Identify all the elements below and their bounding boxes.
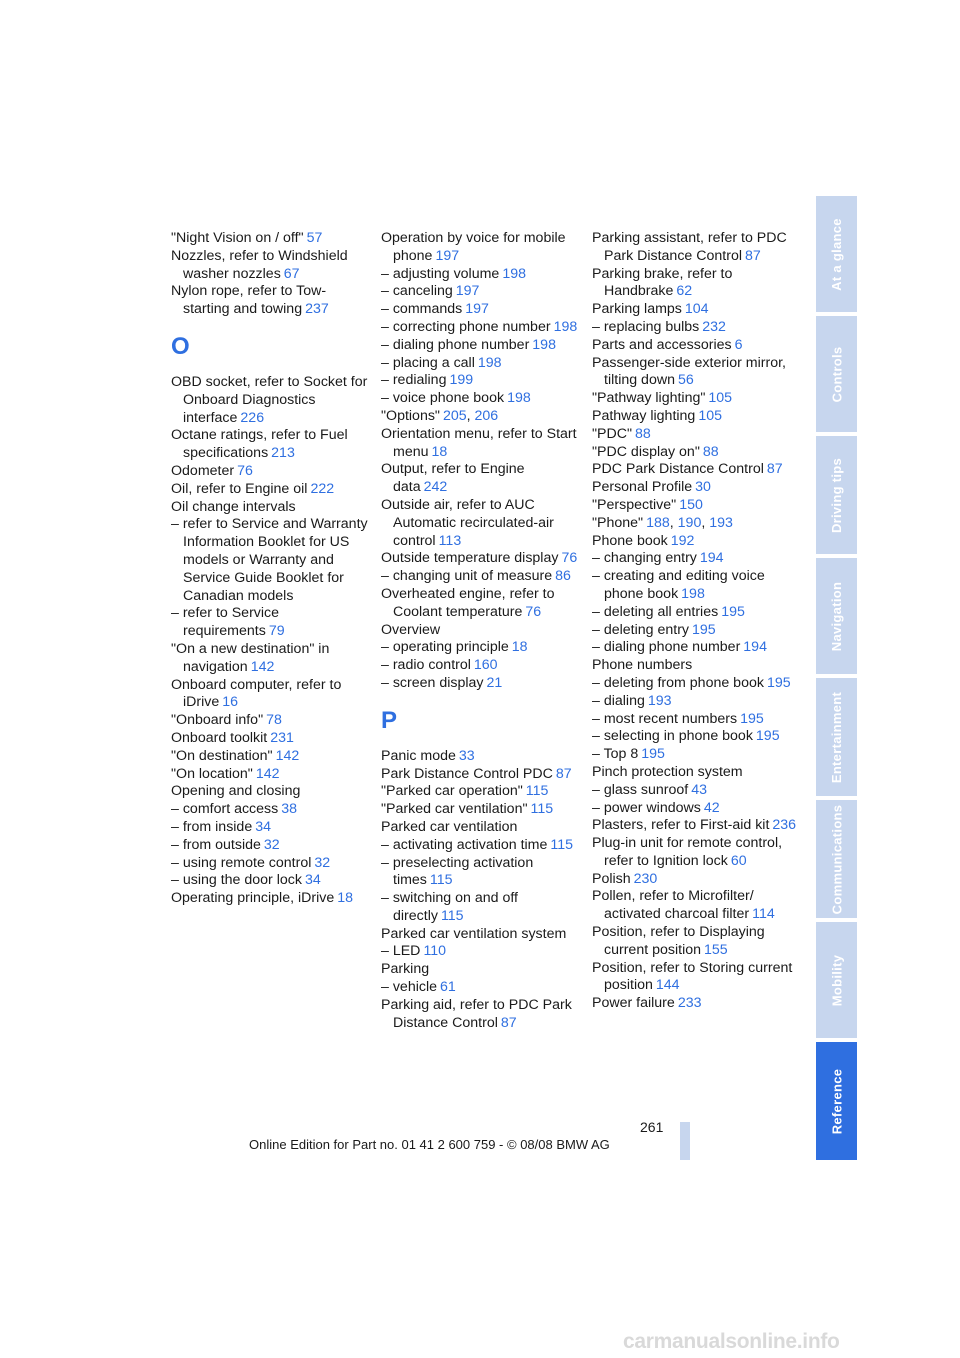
index-entry xyxy=(381,461,581,497)
index-entry-text: Onboard computer, refer to iDrive xyxy=(171,676,342,711)
index-entry-text: "On a new destination" in navigation xyxy=(171,640,330,675)
index-entry-text: "On destination" xyxy=(171,747,273,764)
index-entry xyxy=(381,586,581,622)
index-entry xyxy=(171,872,371,890)
index-entry xyxy=(381,568,581,586)
index-entry xyxy=(171,641,371,677)
page-link[interactable]: 194 xyxy=(699,550,724,567)
index-entry xyxy=(592,657,797,675)
index-entry xyxy=(592,479,797,497)
page-link[interactable]: 105 xyxy=(698,407,722,424)
section-tab-label: Controls xyxy=(829,346,844,402)
index-entry xyxy=(381,390,581,408)
page-link[interactable]: 110 xyxy=(423,943,447,960)
page-link[interactable]: 115 xyxy=(429,872,453,889)
index-entry xyxy=(592,533,797,551)
page-link[interactable]: 34 xyxy=(304,872,321,889)
index-entry-text: Output, refer to Engine data xyxy=(381,461,525,496)
index-entry-text: Power failure xyxy=(592,995,675,1012)
page-link[interactable]: 198 xyxy=(553,318,578,335)
index-entry-text: Operating principle, iDrive xyxy=(171,890,335,907)
index-entry xyxy=(381,497,581,550)
index-entry xyxy=(381,748,581,766)
section-tab-reference[interactable] xyxy=(816,1042,857,1160)
index-entry-text: "Options" xyxy=(381,407,440,424)
section-tab-label: At a glance xyxy=(829,217,844,291)
section-tab-navigation[interactable] xyxy=(816,558,857,674)
page-link[interactable]: 197 xyxy=(455,283,480,300)
page-link[interactable]: 86 xyxy=(555,568,571,585)
index-entry xyxy=(592,266,797,302)
index-entry xyxy=(171,712,371,730)
index-entry-text: – canceling xyxy=(381,283,453,300)
index-entry xyxy=(171,730,371,748)
page-link[interactable]: 160 xyxy=(473,657,498,674)
index-entry-text: "PDC display on" xyxy=(592,443,700,460)
page-separator: , xyxy=(669,514,678,531)
index-entry-text: "Parked car operation" xyxy=(381,783,523,800)
page-link[interactable]: 150 xyxy=(679,496,703,513)
index-entry-text: Overheated engine, refer to Coolant temperature xyxy=(381,585,555,620)
index-entry-text: Oil change intervals xyxy=(171,498,296,515)
index-entry xyxy=(592,444,797,462)
page-link[interactable]: 195 xyxy=(755,728,780,745)
page-link[interactable]: 62 xyxy=(676,283,693,300)
index-entry-text: Pollen, refer to Microfilter/ activated charcoal filter xyxy=(592,888,754,923)
index-entry xyxy=(171,855,371,873)
index-entry xyxy=(171,230,371,248)
index-entry xyxy=(171,837,371,855)
index-entry xyxy=(171,890,371,908)
index-entry xyxy=(171,516,371,605)
index-entry-text: – dialing phone number xyxy=(381,336,530,353)
page-link[interactable]: 115 xyxy=(440,907,464,924)
page-link[interactable]: 144 xyxy=(655,977,680,994)
page-link[interactable]: 193 xyxy=(709,514,733,531)
index-entry-text: Parking aid, refer to PDC Park Distance Control xyxy=(381,996,572,1031)
section-tab-driving-tips[interactable] xyxy=(816,436,857,554)
index-entry xyxy=(171,283,371,319)
index-entry xyxy=(592,693,797,711)
page-link[interactable]: 193 xyxy=(647,692,672,709)
page-link[interactable]: 237 xyxy=(305,301,329,318)
page-link[interactable]: 198 xyxy=(477,354,502,371)
index-entry xyxy=(592,337,797,355)
index-entry-text: Outside temperature display xyxy=(381,550,559,567)
index-entry-text: Panic mode xyxy=(381,747,456,764)
index-entry-text: – dialing xyxy=(592,692,645,709)
index-entry-text: Parked car ventilation xyxy=(381,818,518,835)
page-link[interactable]: 231 xyxy=(270,729,294,746)
index-entry xyxy=(381,230,581,266)
index-entry xyxy=(381,926,581,944)
index-entry-text: Parking lamps xyxy=(592,301,682,318)
index-entry xyxy=(592,230,797,266)
page-link[interactable]: 226 xyxy=(240,409,265,426)
page-link[interactable]: 205 xyxy=(442,407,467,424)
index-entry-text: – deleting from phone book xyxy=(592,674,764,691)
index-entry-text: – deleting entry xyxy=(592,621,690,638)
index-entry-text: – from inside xyxy=(171,818,253,835)
index-entry-text: Phone book xyxy=(592,532,668,549)
index-entry xyxy=(592,319,797,337)
index-entry-text: Onboard toolkit xyxy=(171,729,268,746)
page-link[interactable]: 242 xyxy=(423,479,448,496)
index-entry xyxy=(171,677,371,713)
index-entry-text: – deleting all entries xyxy=(592,603,719,620)
page-link[interactable]: 188 xyxy=(646,514,670,531)
index-entry xyxy=(592,390,797,408)
page-link[interactable]: 60 xyxy=(730,852,747,869)
index-entry xyxy=(592,924,797,960)
page-link[interactable]: 67 xyxy=(283,265,300,282)
index-entry-text: – vehicle xyxy=(381,979,437,996)
index-entry-text: Position, refer to Storing current position xyxy=(592,959,793,994)
index-entry-text: "Perspective" xyxy=(592,496,677,513)
index-entry-text: – changing unit of measure xyxy=(381,568,553,585)
page-link[interactable]: 230 xyxy=(633,870,658,887)
index-entry-text: – refer to Service and Warranty Information Booklet for US models or Warranty and Service Guide Booklet for Canadian models xyxy=(171,516,368,604)
index-entry xyxy=(381,837,581,855)
index-entry-text: Overview xyxy=(381,621,441,638)
index-entry-text: – dialing phone number xyxy=(592,639,741,656)
page-link[interactable]: 142 xyxy=(255,765,280,782)
index-entry xyxy=(381,283,581,301)
index-entry-text: – switching on and off directly xyxy=(381,890,518,924)
index-entry xyxy=(171,499,371,517)
index-entry xyxy=(592,728,797,746)
index-column-1 xyxy=(171,230,371,908)
index-entry-text: Outside air, refer to AUC Automatic recirculated-air control xyxy=(381,496,554,549)
index-entry xyxy=(592,711,797,729)
page-number: 261 xyxy=(640,1119,664,1135)
page-link[interactable]: 195 xyxy=(641,746,665,763)
index-entry xyxy=(381,622,581,640)
index-entry-text: – preselecting activation times xyxy=(381,854,534,889)
index-entry-text: – power windows xyxy=(592,799,701,816)
index-entry xyxy=(381,961,581,979)
index-entry xyxy=(592,764,797,782)
page-link[interactable]: 198 xyxy=(502,265,526,282)
page-separator: , xyxy=(466,407,475,424)
index-entry-text: – LED xyxy=(381,943,421,960)
index-entry xyxy=(381,657,581,675)
page-link[interactable]: 198 xyxy=(507,390,531,407)
section-tab-communications[interactable] xyxy=(816,800,857,918)
index-entry-text: "Parked car ventilation" xyxy=(381,801,528,818)
index-entry-text: Pinch protection system xyxy=(592,763,743,780)
index-entry xyxy=(171,481,371,499)
page-link[interactable]: 33 xyxy=(458,747,475,764)
index-entry-text: Pathway lighting xyxy=(592,407,696,424)
page-link[interactable]: 76 xyxy=(237,462,253,479)
page-separator: , xyxy=(701,514,710,531)
index-entry-text: Plasters, refer to First-aid kit xyxy=(592,817,770,834)
index-entry xyxy=(381,783,581,801)
section-tab-label: Reference xyxy=(829,1068,845,1134)
index-entry xyxy=(592,355,797,391)
page-link[interactable]: 30 xyxy=(695,479,711,496)
section-tab-at-a-glance[interactable] xyxy=(816,196,857,312)
page-link[interactable]: 115 xyxy=(550,836,574,853)
page-link[interactable]: 16 xyxy=(222,694,239,711)
page-link[interactable]: 155 xyxy=(704,941,728,958)
page-link[interactable]: 222 xyxy=(310,480,335,497)
page-link[interactable]: 43 xyxy=(691,781,707,798)
index-entry xyxy=(592,622,797,640)
index-entry xyxy=(381,266,581,284)
page-link[interactable]: 190 xyxy=(677,514,702,531)
section-tab-entertainment[interactable] xyxy=(816,678,857,796)
index-column-2 xyxy=(381,230,581,1032)
index-entry-text: PDC Park Distance Control xyxy=(592,461,764,478)
index-entry xyxy=(381,943,581,961)
page-link[interactable]: 199 xyxy=(449,372,474,389)
index-entry-text: Parking xyxy=(381,961,430,978)
page-link[interactable]: 32 xyxy=(314,854,331,871)
index-entry-text: OBD socket, refer to Socket for Onboard Diagnostics interface xyxy=(171,373,368,426)
index-entry-text: – adjusting volume xyxy=(381,265,500,282)
index-entry-text: – replacing bulbs xyxy=(592,318,700,335)
index-entry xyxy=(381,801,581,819)
index-entry xyxy=(592,960,797,996)
index-entry xyxy=(381,550,581,568)
index-entry-text: – redialing xyxy=(381,372,447,389)
index-entry xyxy=(171,766,371,784)
index-entry-text: Operation by voice for mobile phone xyxy=(381,230,566,264)
page-link[interactable]: 79 xyxy=(268,623,285,640)
section-tab-label: Communications xyxy=(829,804,844,914)
index-entry-text: Parked car ventilation system xyxy=(381,925,567,942)
page-link[interactable]: 78 xyxy=(266,712,282,729)
page-link[interactable]: 32 xyxy=(263,836,280,853)
index-entry xyxy=(171,748,371,766)
page-link[interactable]: 213 xyxy=(271,445,295,462)
page-link[interactable]: 6 xyxy=(734,336,743,353)
index-letter-heading: P xyxy=(381,706,398,734)
index-entry xyxy=(592,515,797,533)
page-link[interactable]: 56 xyxy=(677,372,694,389)
index-entry-text: – placing a call xyxy=(381,354,475,371)
index-entry xyxy=(171,427,371,463)
index-entry-text: Phone numbers xyxy=(592,657,693,674)
index-entry xyxy=(592,871,797,889)
page-link[interactable]: 87 xyxy=(555,765,572,782)
page-link[interactable]: 113 xyxy=(438,532,462,549)
section-tab-controls[interactable] xyxy=(816,316,857,432)
index-entry-text: Passenger-side exterior mirror, tilting down xyxy=(592,354,786,389)
page-link[interactable]: 42 xyxy=(703,799,720,816)
index-entry-text: – screen display xyxy=(381,674,484,691)
index-entry-text: – radio control xyxy=(381,657,471,674)
index-entry-text: Octane ratings, refer to Fuel specifications xyxy=(171,427,348,462)
index-entry xyxy=(381,426,581,462)
page-link[interactable]: 57 xyxy=(306,230,323,246)
index-entry xyxy=(381,639,581,657)
page-link[interactable]: 104 xyxy=(684,301,709,318)
page-link[interactable]: 197 xyxy=(465,301,489,318)
index-entry-text: – changing entry xyxy=(592,550,697,567)
section-tab-label: Driving tips xyxy=(829,457,845,533)
page-link[interactable]: 142 xyxy=(250,658,275,675)
section-tab-label: Entertainment xyxy=(829,691,844,783)
index-entry-text: Opening and closing xyxy=(171,783,301,800)
index-entry xyxy=(381,319,581,337)
index-entry-text: – most recent numbers xyxy=(592,710,738,727)
index-entry-text: Plug-in unit for remote control, refer to Ignition lock xyxy=(592,835,783,869)
index-entry-text: – using remote control xyxy=(171,854,312,871)
index-entry-text: Nylon rope, refer to Tow-starting and towing xyxy=(171,283,327,318)
index-entry xyxy=(592,782,797,800)
index-entry xyxy=(381,766,581,784)
page-link[interactable]: 195 xyxy=(721,603,745,620)
page-link[interactable]: 88 xyxy=(635,425,651,442)
index-entry-text: – Top 8 xyxy=(592,746,639,763)
index-entry xyxy=(171,801,371,819)
index-entry-text: – operating principle xyxy=(381,639,509,656)
index-entry xyxy=(592,800,797,818)
index-entry xyxy=(171,605,371,641)
index-entry-text: Polish xyxy=(592,870,631,887)
index-entry-text: – creating and editing voice phone book xyxy=(592,568,765,602)
page-link[interactable]: 206 xyxy=(474,407,499,424)
page-link[interactable]: 18 xyxy=(337,890,354,907)
index-entry xyxy=(592,301,797,319)
page-link[interactable]: 233 xyxy=(677,995,702,1012)
footer-edition: Online Edition for Part no. 01 41 2 600 759 - © 08/08 BMW AG xyxy=(249,1137,610,1152)
index-entry-text: – voice phone book xyxy=(381,390,505,407)
page-link[interactable]: 195 xyxy=(766,674,791,691)
index-entry xyxy=(381,355,581,373)
section-tab-mobility[interactable] xyxy=(816,922,857,1038)
index-entry xyxy=(381,855,581,891)
section-tab-label: Navigation xyxy=(829,581,844,651)
index-entry xyxy=(592,995,797,1013)
index-entry xyxy=(592,426,797,444)
page-link[interactable]: 87 xyxy=(745,247,761,264)
page-link[interactable]: 34 xyxy=(255,818,271,835)
index-entry-text: – using the door lock xyxy=(171,872,302,889)
page-link[interactable]: 192 xyxy=(670,532,695,549)
page-link[interactable]: 87 xyxy=(500,1014,517,1031)
index-entry xyxy=(171,463,371,481)
page-link[interactable]: 194 xyxy=(743,639,767,656)
index-entry xyxy=(592,550,797,568)
index-entry-text: – refer to Service requirements xyxy=(171,605,280,640)
index-entry xyxy=(381,408,581,426)
index-entry xyxy=(171,374,371,427)
index-entry xyxy=(381,890,581,926)
index-entry-text: Parking assistant, refer to PDC Park Distance Control xyxy=(592,230,787,264)
index-entry-text: "PDC" xyxy=(592,425,633,442)
page-link[interactable]: 114 xyxy=(752,906,775,923)
page-link[interactable]: 142 xyxy=(275,747,300,764)
index-entry-text: Nozzles, refer to Windshield washer nozzles xyxy=(171,247,348,282)
index-entry-text: Park Distance Control PDC xyxy=(381,765,553,782)
index-entry xyxy=(592,746,797,764)
page-link[interactable]: 198 xyxy=(532,336,556,353)
page-link[interactable]: 195 xyxy=(740,710,764,727)
index-letter-heading: O xyxy=(171,332,190,360)
index-entry xyxy=(592,835,797,871)
page-link[interactable]: 21 xyxy=(486,674,503,691)
index-entry xyxy=(381,819,581,837)
index-entry-text: – activating activation time xyxy=(381,836,548,853)
index-entry-text: "Onboard info" xyxy=(171,712,264,729)
index-entry xyxy=(592,497,797,515)
index-entry-text: Position, refer to Displaying current position xyxy=(592,924,765,958)
page-link[interactable]: 87 xyxy=(766,461,783,478)
page-number-bar xyxy=(680,1122,690,1160)
index-entry xyxy=(592,461,797,479)
index-entry xyxy=(381,372,581,390)
index-entry-text: – from outside xyxy=(171,836,261,853)
page-link[interactable]: 76 xyxy=(525,603,542,620)
page-link[interactable]: 38 xyxy=(281,801,298,818)
watermark: carmanualsonline.info xyxy=(623,1330,840,1353)
index-entry xyxy=(592,675,797,693)
index-entry xyxy=(381,675,581,693)
page-link[interactable]: 198 xyxy=(681,585,705,602)
page-link[interactable]: 61 xyxy=(440,979,456,996)
index-entry-text: Orientation menu, refer to Start menu xyxy=(381,425,577,460)
index-entry-text: – correcting phone number xyxy=(381,318,551,335)
index-entry-text: Parts and accessories xyxy=(592,336,732,353)
page-link[interactable]: 115 xyxy=(525,783,549,800)
page-link[interactable]: 115 xyxy=(530,801,554,818)
index-entry-text: "On location" xyxy=(171,765,253,782)
page-link[interactable]: 18 xyxy=(431,443,448,460)
index-entry xyxy=(592,639,797,657)
index-entry-text: – comfort access xyxy=(171,801,279,818)
index-entry xyxy=(171,819,371,837)
index-entry-text: – glass sunroof xyxy=(592,781,689,798)
index-entry-text: "Night Vision on / off" xyxy=(171,230,304,246)
index-entry xyxy=(171,783,371,801)
page-link[interactable]: 197 xyxy=(435,247,460,264)
section-tab-label: Mobility xyxy=(829,954,845,1006)
page-link[interactable]: 105 xyxy=(708,390,733,407)
index-entry xyxy=(171,248,371,284)
index-entry xyxy=(592,888,797,924)
index-entry-text: Parking brake, refer to Handbrake xyxy=(592,265,733,300)
index-column-3 xyxy=(592,230,797,1013)
index-entry xyxy=(381,301,581,319)
index-entry-text: – selecting in phone book xyxy=(592,728,753,745)
index-entry xyxy=(381,997,581,1033)
page-link[interactable]: 76 xyxy=(561,550,578,567)
index-entry-text: "Phone" xyxy=(592,514,644,531)
index-entry xyxy=(592,568,797,604)
index-entry-text: "Pathway lighting" xyxy=(592,390,706,407)
page-link[interactable]: 18 xyxy=(511,639,528,656)
index-entry xyxy=(381,337,581,355)
index-entry xyxy=(381,979,581,997)
index-entry-text: Personal Profile xyxy=(592,479,693,496)
page-link[interactable]: 236 xyxy=(772,817,797,834)
index-entry-text: – commands xyxy=(381,301,463,318)
index-entry-text: Oil, refer to Engine oil xyxy=(171,480,308,497)
index-entry xyxy=(592,817,797,835)
index-entry xyxy=(592,408,797,426)
page-link[interactable]: 195 xyxy=(692,621,716,638)
index-entry xyxy=(592,604,797,622)
page-link[interactable]: 232 xyxy=(702,318,726,335)
page-link[interactable]: 88 xyxy=(702,443,719,460)
index-entry-text: Odometer xyxy=(171,462,235,479)
